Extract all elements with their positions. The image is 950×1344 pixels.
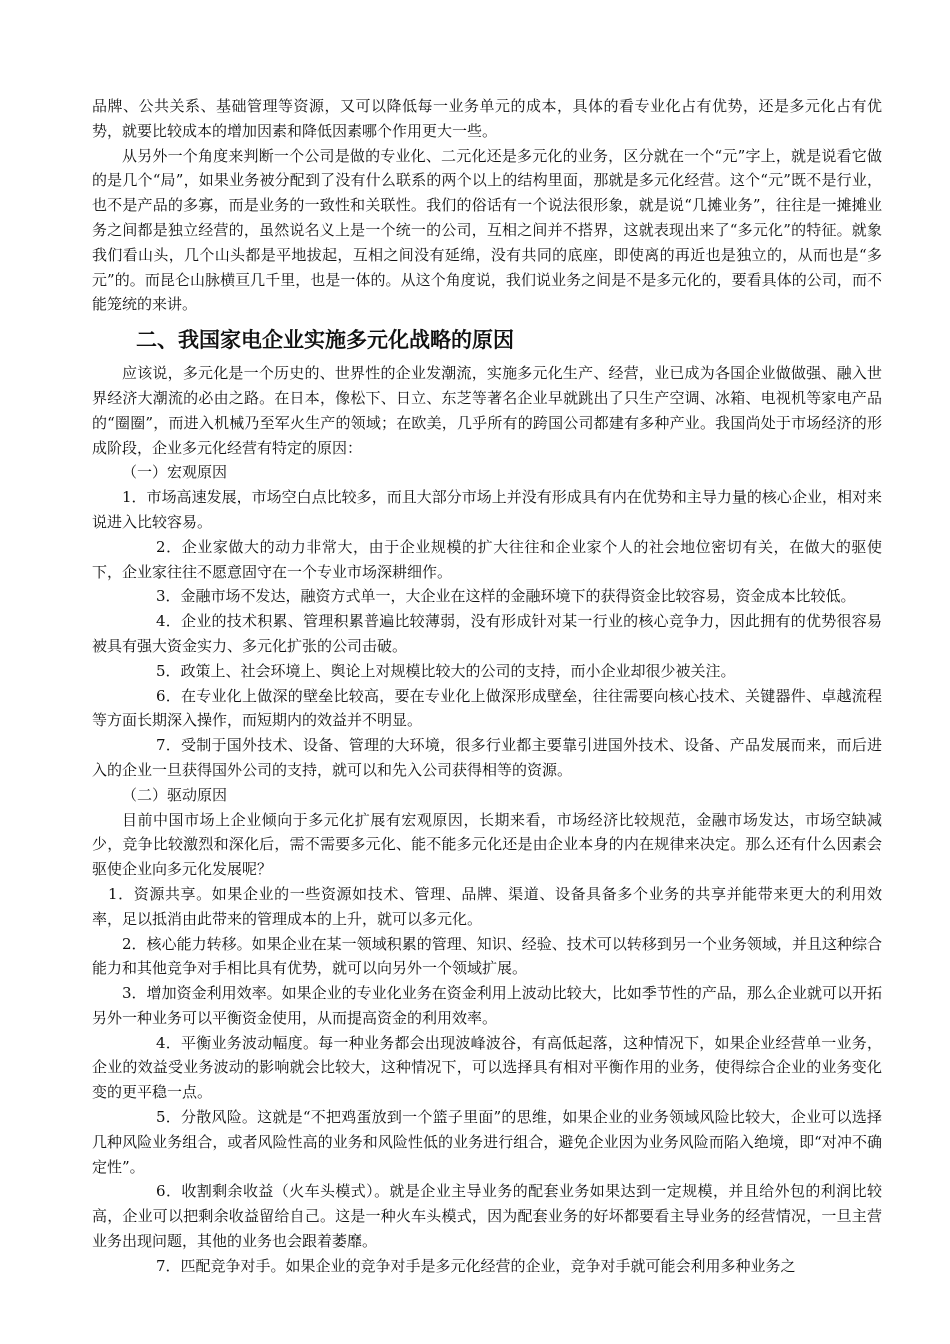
list-item: 2．企业家做大的动力非常大，由于企业规模的扩大往往和企业家个人的社会地位密切有关，在做大的驱使下，企业家往往不愿意固守在一个专业市场深耕细作。 [92, 537, 882, 581]
list-item: 3．增加资金利用效率。如果企业的专业化业务在资金利用上波动比较大，比如季节性的产品，那么企业就可以开拓另外一种业务可以平衡资金使用，从而提高资金的利用效率。 [92, 984, 882, 1027]
list-item: 4．平衡业务波动幅度。每一种业务都会出现波峰波谷，有高低起落，这种情况下，如果企业经营单一业务，企业的效益受业务波动的影响就会比较大，这种情况下，可以选择具有相对平衡作用的业务，使得综合企业的业务变化变的更平稳一点。 [92, 1033, 882, 1102]
list-item: 1．资源共享。如果企业的一些资源如技术、管理、品牌、渠道、设备具备多个业务的共享并能带来更大的利用效率，足以抵消由此带来的管理成本的上升，就可以多元化。 [92, 884, 882, 928]
paragraph-4: 目前中国市场上企业倾向于多元化扩展有宏观原因，长期来看，市场经济比较规范，金融市场发达，市场空缺减少，竞争比较激烈和深化后，需不需要多元化、能不能多元化还是由企业本身的内在规律来决定。那么还有什么因素会驱使企业向多元化发展呢？ [92, 810, 882, 879]
subheading-macro: （一）宏观原因 [122, 463, 228, 482]
list-item: 6．在专业化上做深的壁垒比较高，要在专业化上做深形成壁垒，往往需要向核心技术、关键器件、卓越流程等方面长期深入操作，而短期内的效益并不明显。 [92, 686, 882, 730]
list-item: 5．政策上、社会环境上、舆论上对规模比较大的公司的支持，而小企业却很少被关注。 [156, 661, 736, 680]
subheading-driving: （二）驱动原因 [122, 785, 228, 804]
section-heading: 二、我国家电企业实施多元化战略的原因 [136, 328, 514, 353]
list-item: 1．市场高速发展，市场空白点比较多，而且大部分市场上并没有形成具有内在优势和主导力量的核心企业，相对来说进入比较容易。 [92, 488, 882, 531]
paragraph-1: 品牌、公共关系、基础管理等资源，又可以降低每一业务单元的成本，具体的看专业化占有优势，还是多元化占有优势，就要比较成本的增加因素和降低因素哪个作用更大一些。 [92, 97, 882, 140]
list-item: 2．核心能力转移。如果企业在某一领域积累的管理、知识、经验、技术可以转移到另一个业务领域，并且这种综合能力和其他竞争对手相比具有优势，就可以向另外一个领域扩展。 [92, 934, 882, 978]
list-item: 4．企业的技术积累、管理积累普遍比较薄弱，没有形成针对某一行业的核心竞争力，因此拥有的优势很容易被具有强大资金实力、多元化扩张的公司击破。 [92, 612, 882, 655]
list-item: 7．匹配竞争对手。如果企业的竞争对手是多元化经营的企业，竞争对手就可能会利用多种业务之 [156, 1256, 796, 1275]
document-page [92, 94, 882, 1279]
paragraph-2: 从另外一个角度来判断一个公司是做的专业化、二元化还是多元化的业务，区分就在一个“元”字上，就是说看它做的是几个“局”，如果业务被分配到了没有什么联系的两个以上的结构里面，那就是多元化经营。这个“元”既不是行业，也不是产品的多寡，而是业务的一致性和关联性。我们的俗话有一个说法很形象，就是说“几摊业务”，往往是一摊摊业务之间都是独立经营的，虽然说名义上是一个统一的公司，互相之间并不搭界，这就表现出来了“多元化”的特征。就象我们看山头，几个山头都是平地拔起，互相之间没有延绵，没有共同的底座，即使离的再近也是独立的，从而也是“多元”的。而昆仑山脉横亘几千里，也是一体的。从这个角度说，我们说业务之间是不是多元化的，要看具体的公司，而不能笼统的来讲。 [92, 146, 882, 314]
list-item: 7．受制于国外技术、设备、管理的大环境，很多行业都主要靠引进国外技术、设备、产品发展而来，而后进入的企业一旦获得国外公司的支持，就可以和先入公司获得相等的资源。 [92, 736, 882, 779]
list-item: 6．收割剩余收益（火车头模式）。就是企业主导业务的配套业务如果达到一定规模，并且给外包的利润比较高，企业可以把剩余收益留给自己。这是一种火车头模式，因为配套业务的好坏都要看主导业务的经营情况，一旦主营业务出现问题，其他的业务也会跟着萎靡。 [92, 1182, 882, 1251]
list-item: 3．金融市场不发达，融资方式单一，大企业在这样的金融环境下的获得资金比较容易，资金成本比较低。 [156, 587, 856, 606]
paragraph-3: 应该说，多元化是一个历史的、世界性的企业发潮流，实施多元化生产、经营，业已成为各国企业做做强、融入世界经济大潮流的必由之路。在日本，像松下、日立、东芝等著名企业早就跳出了只生产空调、冰箱、电视机等家电产品的“圈圈”，而进入机械乃至军火生产的领域；在欧美，几乎所有的跨国公司都建有多种产业。我国尚处于市场经济的形成阶段，企业多元化经营有特定的原因： [92, 364, 882, 457]
list-item: 5．分散风险。这就是“不把鸡蛋放到一个篮子里面”的思维，如果企业的业务领域风险比较大，企业可以选择几种风险业务组合，或者风险性高的业务和风险性低的业务进行组合，避免企业因为业务风险而陷入绝境，即“对冲不确定性”。 [92, 1108, 882, 1176]
